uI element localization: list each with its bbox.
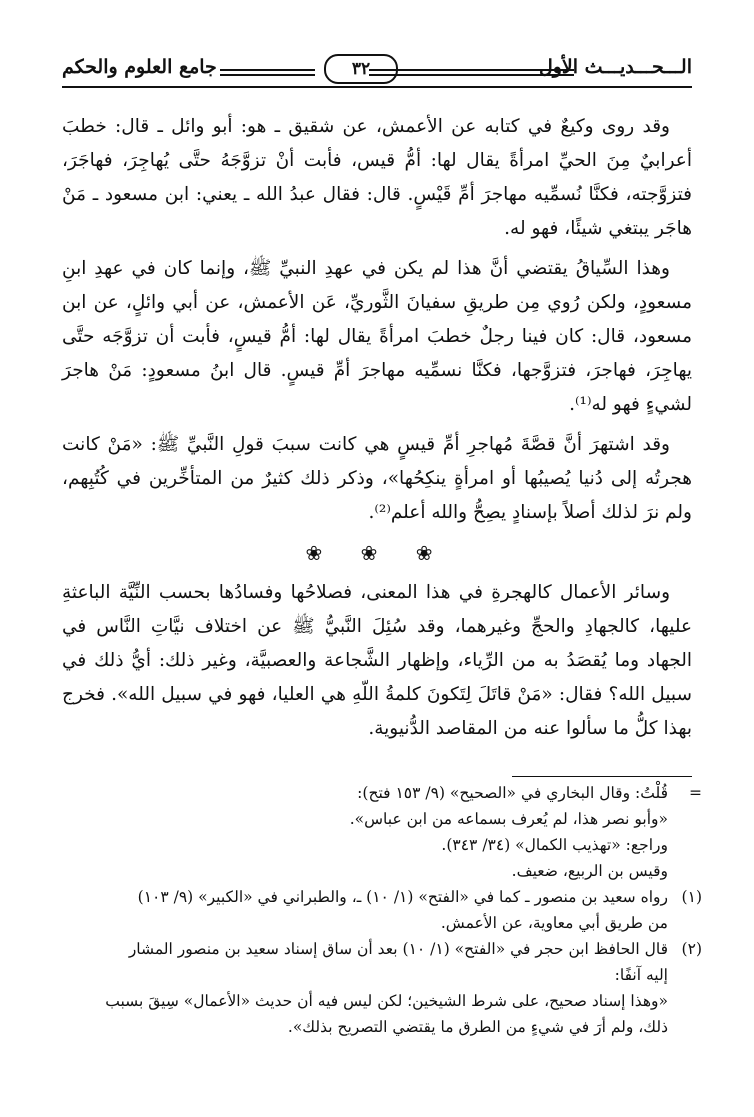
paragraph: وهذا السِّياقُ يقتضي أنَّ هذا لم يكن في عهدِ النبيِّ ﷺ، وإنما كان في عهدِ ابنِ مسعودٍ، ولكن رُوي مِن طريقِ سفيانَ الثَّوريِّ، عَن الأعمش، عن أبي وائلٍ، عن ابن مسعود، قال: كان فينا رجلٌ خطبَ امرأةً يقال لها: أمُّ قيسٍ، فأبت أن تزوَّجَه حتَّى يهاجِرَ، فهاجرَ، فتزوَّجها، فكنَّا نسمِّيه مهاجرَ أمِّ قيسٍ. قال ابنُ مسعودٍ: مَنْ هاجرَ لشيءٍ فهو له⁽¹⁾. bbox=[62, 258, 692, 415]
footnote-line: «وهذا إسناد صحيح، على شرط الشيخين؛ لكن ليس فيه أن حديث «الأعمال» سِيقَ بسبب bbox=[105, 992, 668, 1010]
paragraph: وقد روى وكيعٌ في كتابه عن الأعمش، عن شقيق ـ هو: أبو وائل ـ قال: خطبَ أعرابيٌ مِنَ الحيِّ امرأةً يقال لها: أمُّ قيس، فأبت أنْ تزوَّجَهُ حتَّى يُهاجِرَ، فهاجَرَ، فتزوَّجته، فكنَّا نُسمِّيه مهاجرَ أمِّ قَيْسٍ. قال: فقال عبدُ الله ـ يعني: ابن مسعود ـ مَنْ هاجَر يبتغي شيئًا، فهو له. bbox=[62, 116, 692, 239]
footnote-line: وقيس بن الربيع، ضعيف. bbox=[511, 862, 668, 880]
main-text bbox=[62, 110, 692, 746]
footnote-line: «وأبو نصر هذا، لم يُعرف بسماعه من ابن عباس». bbox=[349, 810, 668, 828]
paragraph: وقد اشتهرَ أنَّ قصَّةَ مُهاجرِ أمِّ قيسٍ هي كانت سببَ قولِ النَّبيِّ ﷺ: «مَنْ كانت هجرتُه إلى دُنيا يُصيبُها أو امرأةٍ ينكِحُها»، وذكر ذلك كثيرٌ من المتأخِّرين في كُتُبِهم، ولم نرَ لذلك أصلاً بإسنادٍ يصِحُّ والله أعلم⁽²⁾. bbox=[62, 434, 692, 523]
footnote-line: إليه آنفًا: bbox=[614, 966, 668, 984]
footnote-mark: = bbox=[689, 784, 702, 802]
footnote-mark: (١) bbox=[681, 888, 702, 906]
footnote-line: ذلك، ولم أرَ في شيءٍ من الطرق ما يقتضي التصريح بذلك». bbox=[287, 1018, 668, 1036]
footnotes bbox=[62, 780, 702, 1040]
page-number: ٣٢ bbox=[324, 54, 398, 84]
footnote-mark: (٢) bbox=[681, 940, 702, 958]
footnote-continuation bbox=[62, 780, 702, 884]
footnote-line: قُلْتُ: وقال البخاري في «الصحيح» (٩/ ١٥٣ فتح): bbox=[357, 784, 668, 802]
running-header bbox=[62, 44, 692, 88]
section-divider-stars: ❀ ❀ ❀ bbox=[305, 541, 449, 565]
hadith-title: الـــحـــديـــث الأول bbox=[538, 56, 692, 78]
footnote-1 bbox=[62, 884, 702, 936]
header-rule-right bbox=[369, 69, 574, 71]
header-underline bbox=[62, 86, 692, 88]
footnote-line: رواه سعيد بن منصور ـ كما في «الفتح» (١/ ١٠) ـ، والطبراني في «الكبير» (٩/ ١٠٣) bbox=[137, 888, 668, 906]
paragraph: وسائر الأعمال كالهجرةِ في هذا المعنى، فصلاحُها وفسادُها بحسب النِّيَّة الباعثةِ عليها، كالجهادِ والحجِّ وغيرهما، وقد سُئِلَ النَّبيُّ ﷺ عن اختلاف نيَّاتِ النَّاس في الجهاد وما يُقصَدُ به من الرِّياء، وإظهار الشَّجاعة والعصبيَّة، وغير ذلك: أيُّ ذلك في سبيل الله؟ فقال: «مَنْ قاتَلَ لِتَكونَ كلمةُ اللّهِ هي العليا، فهو في سبيل الله». فخرج بهذا كلُّ ما سألوا عنه من المقاصد الدُّنيوية. bbox=[62, 582, 692, 739]
footnote-separator bbox=[62, 776, 692, 777]
footnote-line: وراجع: «تهذيب الكمال» (٣٤/ ٣٤٣). bbox=[441, 836, 668, 854]
footnote-2 bbox=[62, 936, 702, 1040]
book-title: جامع العلوم والحكم bbox=[62, 56, 217, 78]
footnote-line: من طريق أبي معاوية، عن الأعمش. bbox=[440, 914, 668, 932]
footnote-line: قال الحافظ ابن حجر في «الفتح» (١/ ١٠) بعد أن ساق إسناد سعيد بن منصور المشار bbox=[128, 940, 668, 958]
header-rule-left bbox=[220, 69, 315, 71]
